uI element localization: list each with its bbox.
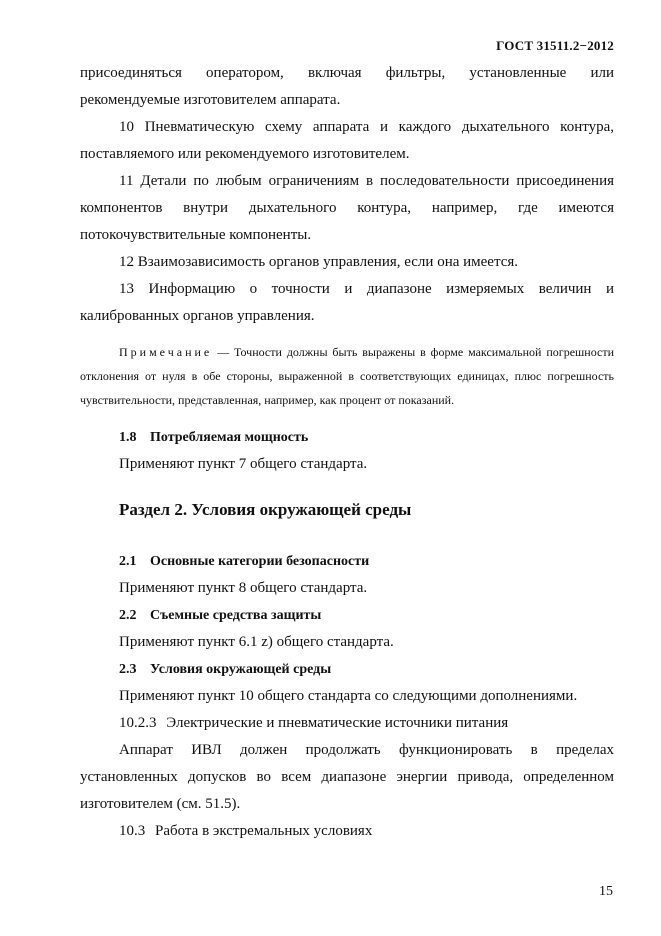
note-label: Примечание: [119, 345, 213, 359]
subsection-heading-2-3: [80, 656, 614, 683]
list-item-12: 12 Взаимозависимость органов управления, если она имеется.: [119, 254, 519, 270]
clause-heading-10-2-3: [80, 710, 614, 737]
clause-text-10-2-3: Аппарат ИВЛ должен продолжать функционировать в пределах установленных допусков во всем диапазоне энергии привода, определенном изготовителем (см. 51.5).: [80, 742, 614, 812]
subsection-text-1-8: Применяют пункт 7 общего стандарта.: [119, 456, 368, 472]
section-heading-2: Раздел 2. Условия окружающей среды: [119, 500, 412, 519]
subsection-title: Условия окружающей среды: [150, 662, 332, 677]
subsection-title: Потребляемая мощность: [150, 430, 309, 445]
subsection-title: Съемные средства защиты: [150, 608, 322, 623]
list-item-11: 11 Детали по любым ограничениям в последовательности присоединения компонентов внутри дыхательного контура, например, где имеются потокочувствительные компоненты.: [80, 173, 614, 243]
list-item-13: 13 Информацию о точности и диапазоне измеряемых величин и калиброванных органов управления.: [80, 281, 614, 324]
clause-heading-10-3: [80, 818, 614, 845]
paragraph-continuation: присоединяться оператором, включая фильтры, установленные или рекомендуемые изготовителем аппарата.: [80, 65, 614, 108]
note-text: — Точности должны быть выражены в форме максимальной погрешности отклонения от нуля в обе стороны, выраженной в соответствующих единицах, плюс погрешность чувствительности, представленная, например, как процент от показаний.: [80, 345, 614, 407]
clause-title: Работа в экстремальных условиях: [155, 823, 373, 839]
subsection-text-2-1: Применяют пункт 8 общего стандарта.: [119, 580, 368, 596]
page-number: 15: [599, 884, 613, 899]
list-item-10: 10 Пневматическую схему аппарата и каждого дыхательного контура, поставляемого или рекомендуемого изготовителем.: [80, 119, 614, 162]
subsection-text-2-2: Применяют пункт 6.1 z) общего стандарта.: [119, 634, 394, 650]
clause-number: 10.3: [119, 823, 146, 839]
note-paragraph: [80, 340, 614, 412]
subsection-heading-1-8: [80, 424, 614, 451]
subsection-text-2-3: Применяют пункт 10 общего стандарта со следующими дополнениями.: [119, 688, 578, 704]
clause-number: 10.2.3: [119, 715, 157, 731]
subsection-heading-2-1: [80, 548, 614, 575]
subsection-number: 2.3: [119, 662, 137, 677]
clause-title: Электрические и пневматические источники питания: [166, 715, 509, 731]
subsection-number: 1.8: [119, 430, 137, 445]
subsection-heading-2-2: [80, 602, 614, 629]
document-body: [80, 60, 614, 845]
subsection-title: Основные категории безопасности: [150, 554, 370, 569]
subsection-number: 2.1: [119, 554, 137, 569]
page-header-standard-code: ГОСТ 31511.2−2012: [496, 38, 614, 53]
subsection-number: 2.2: [119, 608, 137, 623]
